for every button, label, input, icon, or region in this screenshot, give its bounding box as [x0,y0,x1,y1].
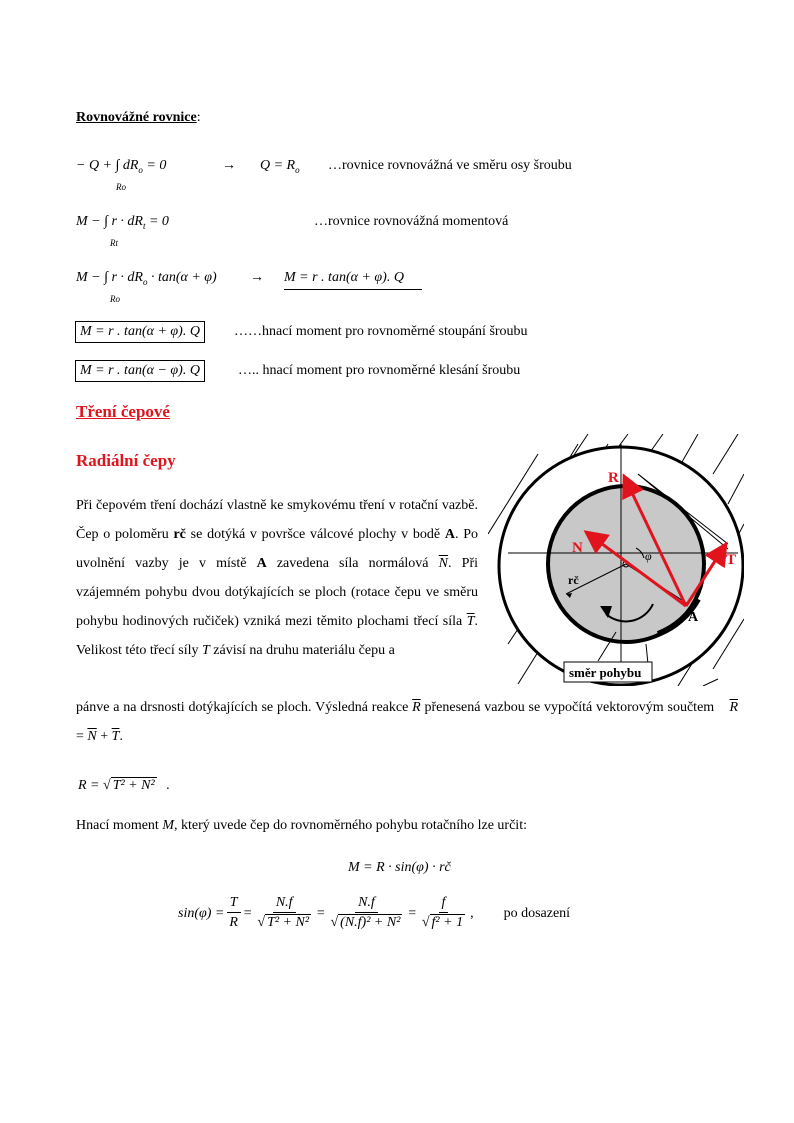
boxed-equation-fall: M = r . tan(α − φ). Q [75,360,205,382]
eq1-sub: o [138,165,143,175]
p1-vector-n: $\overline{N}$ [438,556,449,571]
sin-fraction-3: $\frac{N.f}{\text{√ (N.f)² + N²}}$ [330,895,401,930]
p1-text4: zavedena síla normálová [266,556,439,571]
eq-r-radicand: T² + N² [112,778,155,793]
f1-num: T [227,894,241,913]
eq1-result [260,158,300,175]
moment-text2: , který uvede čep do rovnoměrného pohybu rotačního lze určit: [173,818,527,833]
eq3-rhs: · tan(α + φ) [150,270,217,285]
p1-text2: se dotýká v površce válcové plochy v bodě [185,527,445,542]
sin-fraction-1 [226,894,241,933]
f4-num: f [439,894,449,913]
paragraph-pin-friction [76,491,478,665]
p1-text7: závisí na druhu materiálu čepu a [209,643,395,658]
eq1-limit: Ro [116,182,126,192]
figure-svg [488,434,744,686]
eq2-description: …rovnice rovnovážná momentová [314,214,509,229]
eq1-left: − Q + ∫ dR [76,158,139,173]
label-a: A [688,610,699,625]
moment-text1: Hnací moment [76,818,163,833]
eq3-result: M = r . tan(α + φ). Q [284,270,422,290]
paragraph-resultant: pánve a na drsnosti dotýkajících se ploch. Výsledná reakce $\overline{R}$ přenesená vazbou se vypočítá vektorovým součtem $\overline{R} = \overline{N} + \overline{T}$. [76,700,738,744]
sin-lhs: sin(φ) = [178,905,225,921]
label-rc: rč [568,573,579,587]
eq-r-end: . [166,778,170,793]
subsection-title-radial-pins: Radiální čepy [76,451,176,470]
sin-eq-3: = [407,905,417,921]
p1-rc: rč [173,527,186,542]
section-heading-equilibrium [76,110,201,126]
f4-den: f² + 1 [431,915,464,930]
p2-text1: pánve a na drsnosti dotýkajících se ploch. Výsledná reakce [76,700,413,715]
equation-drive-moment: M = R · sin(φ) · rč [348,860,451,875]
p2-eq-t: $\overline{T}$ [111,729,120,744]
eq1-result-sub: o [295,165,300,175]
boxed-equation-rise-desc: ……hnací moment pro rovnoměrné stoupání šroubu [234,324,528,339]
eq3-left: M − ∫ r · dR [76,270,143,285]
heading-text: Rovnovážné rovnice [76,110,197,125]
f3-num: N.f [355,894,378,913]
p1-text3: . Po uvolnění vazby je v místě [76,527,478,571]
p1-point-a2: A [256,556,267,571]
equation-resultant-magnitude: R = √ T² + N² . [78,778,170,793]
radial-pin-figure [488,434,744,686]
equation-sin-phi [178,894,570,933]
f2-num: N.f [273,894,296,913]
boxed-equation-rise: M = r . tan(α + φ). Q [75,321,205,343]
section-title-pin-friction: Tření čepové [76,402,170,421]
label-n: N [572,540,583,556]
eq2-left: M − ∫ r · dR [76,214,143,229]
p1-t: T [201,643,210,658]
p2-vector-r: $\overline{R}$ [412,700,421,715]
equation-2 [76,214,169,231]
label-t: T [726,552,737,568]
p1-text1: Při čepovém tření dochází vlastně ke smykovému tření v rotační vazbě. Čep o poloměru [76,498,478,542]
eq1-result-text: Q = R [260,158,296,173]
eq2-limit: Rt [110,238,118,248]
moment-m: M [162,818,174,833]
sin-fraction-4: $\frac{f}{\text{√ f² + 1}}$ [421,895,464,930]
label-phi: φ [645,549,652,563]
p2-eq-n: $\overline{N}$ [87,729,97,744]
sin-fraction-2: $\frac{N.f}{\text{√ T² + N²}}$ [257,895,310,930]
eq2-sub: t [142,221,146,231]
p2-text2: přenesená vazbou se vypočítá vektorovým součtem [420,700,715,715]
equation-3 [76,270,217,287]
f1-den: R [229,915,238,930]
p2-eq-r: $\overline{R}$ [729,700,738,715]
eq1-rhs: = 0 [146,158,167,173]
equation-1 [76,158,166,175]
eq3-sub: o [142,277,148,287]
eq-r-lhs: R = [78,778,100,793]
p1-vector-t: $\overline{T}$ [466,614,475,629]
sin-after: po dosazení [503,905,571,921]
eq3-limit: Ro [110,294,120,304]
heading-colon: : [196,110,201,125]
eq3-arrow: → [250,270,264,285]
label-motion: směr pohybu [569,665,642,680]
p1-text6: . Velikost této třecí síly [76,614,478,658]
boxed-equation-fall-desc: ….. hnací moment pro rovnoměrné klesání šroubu [238,363,521,378]
sin-eq-1: = [242,905,253,921]
f3-den: (N.f)² + N² [340,915,401,930]
p1-text5: . Při vzájemném pohybu dvou dotýkajících se ploch (rotace čepu ve směru pohybu hodinových ručiček) vzniká mezi těmito plochami třecí síla [76,556,478,629]
moment-sentence [76,818,527,834]
p1-point-a: A [444,527,455,542]
f2-den: T² + N² [267,915,310,930]
eq1-description: …rovnice rovnovážná ve směru osy šroubu [328,158,572,173]
eq2-rhs: = 0 [148,214,169,229]
p2-end: . [119,729,123,744]
sin-eq-2: = [316,905,326,921]
label-r: R [608,470,619,486]
eq1-arrow: → [222,158,236,173]
sin-tail: , [470,905,474,921]
